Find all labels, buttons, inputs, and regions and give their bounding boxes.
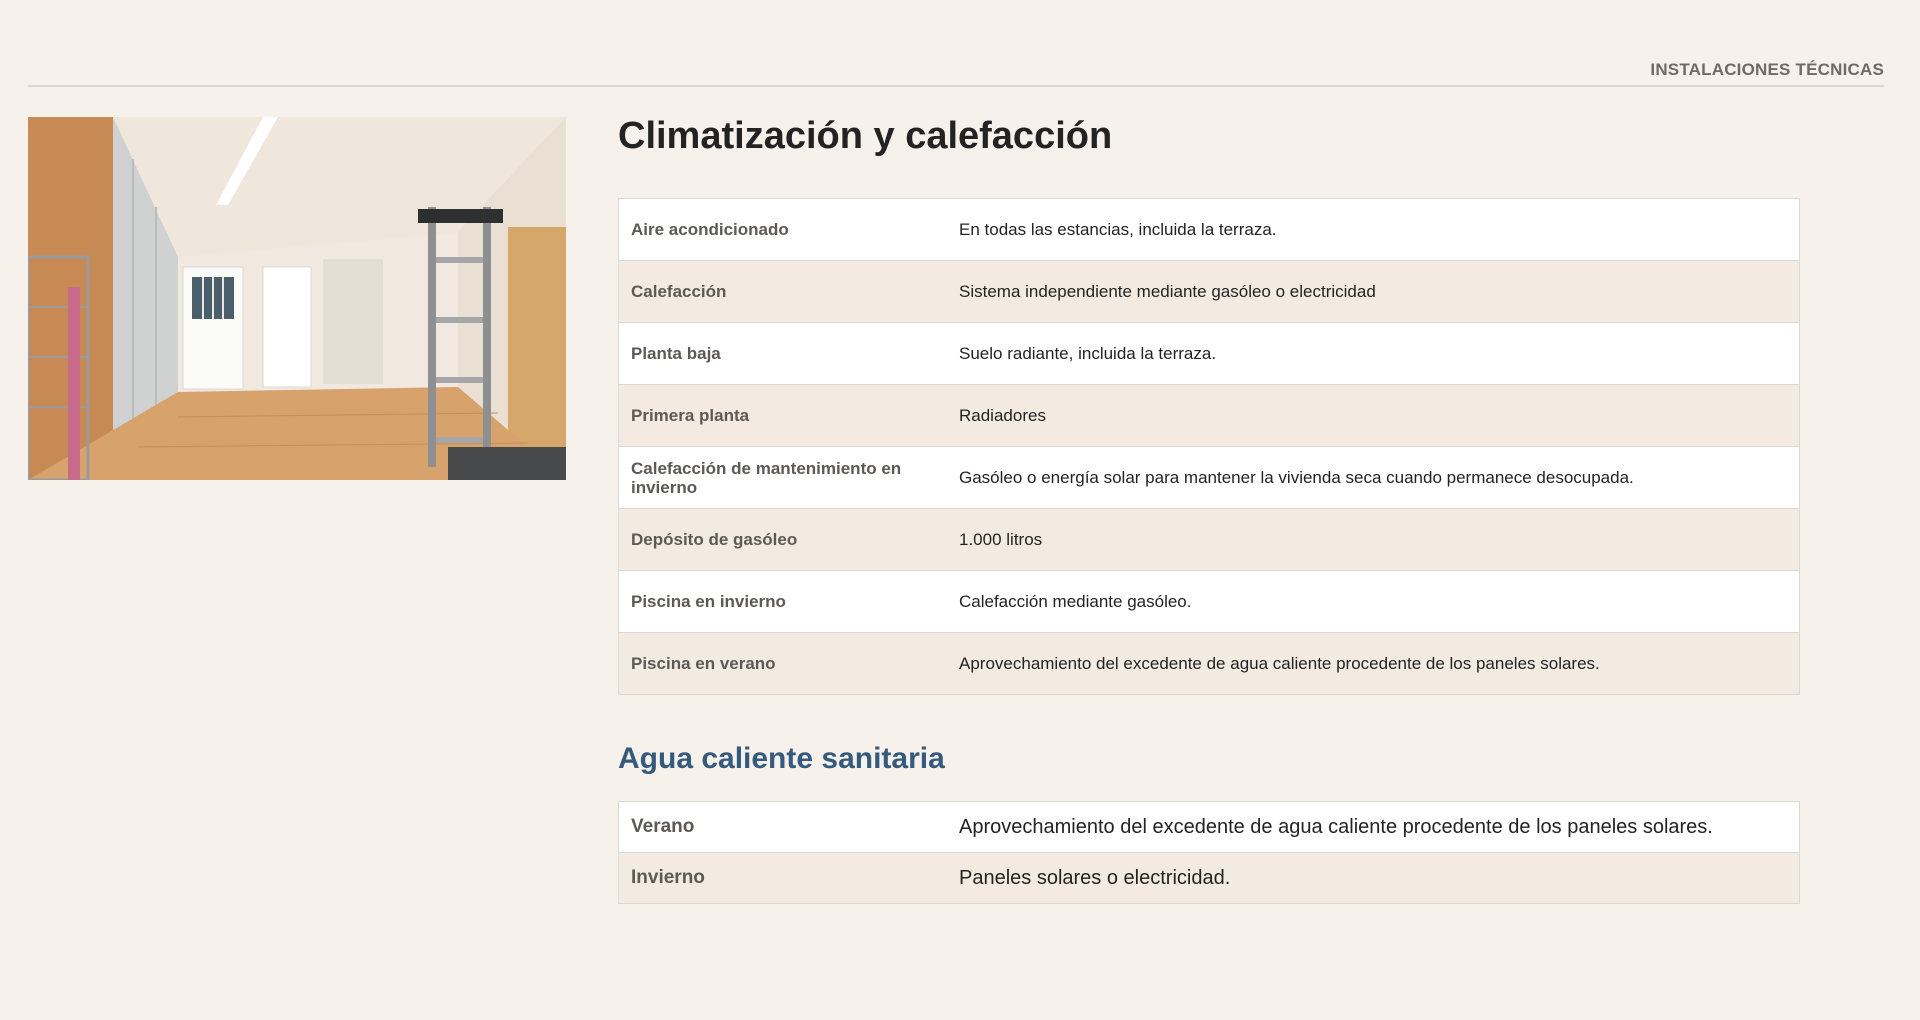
row-value: Radiadores [947, 385, 1800, 447]
row-label: Aire acondicionado [619, 199, 948, 261]
table-row [619, 323, 1800, 385]
section-subtitle: Agua caliente sanitaria [618, 742, 945, 775]
table-row [619, 633, 1800, 695]
climatizacion-table [618, 198, 1800, 695]
row-label: Verano [619, 802, 948, 853]
table-row [619, 199, 1800, 261]
row-value: Aprovechamiento del excedente de agua caliente procedente de los paneles solares. [947, 633, 1800, 695]
row-value: Suelo radiante, incluida la terraza. [947, 323, 1800, 385]
row-label: Invierno [619, 853, 948, 904]
table-row [619, 261, 1800, 323]
row-value: 1.000 litros [947, 509, 1800, 571]
main-content [618, 110, 1800, 904]
row-label: Calefacción [619, 261, 948, 323]
row-value: Paneles solares o electricidad. [947, 853, 1800, 904]
section-label: INSTALACIONES TÉCNICAS [1650, 60, 1884, 79]
table-row [619, 385, 1800, 447]
table-row [619, 509, 1800, 571]
page-title: Climatización y calefacción [618, 115, 1113, 157]
row-label: Piscina en invierno [619, 571, 948, 633]
row-label: Planta baja [619, 323, 948, 385]
room-interior-photo [28, 117, 566, 480]
section-header [28, 58, 1884, 87]
row-value: Aprovechamiento del excedente de agua caliente procedente de los paneles solares. [947, 802, 1800, 853]
table-row [619, 447, 1800, 509]
table-row [619, 571, 1800, 633]
row-label: Primera planta [619, 385, 948, 447]
table-row [619, 802, 1800, 853]
row-value: En todas las estancias, incluida la terraza. [947, 199, 1800, 261]
agua-caliente-table [618, 801, 1800, 904]
row-value: Calefacción mediante gasóleo. [947, 571, 1800, 633]
row-label: Calefacción de mantenimiento en invierno [619, 447, 948, 509]
table-row [619, 853, 1800, 904]
row-value: Sistema independiente mediante gasóleo o electricidad [947, 261, 1800, 323]
row-value: Gasóleo o energía solar para mantener la vivienda seca cuando permanece desocupada. [947, 447, 1800, 509]
row-label: Piscina en verano [619, 633, 948, 695]
row-label: Depósito de gasóleo [619, 509, 948, 571]
